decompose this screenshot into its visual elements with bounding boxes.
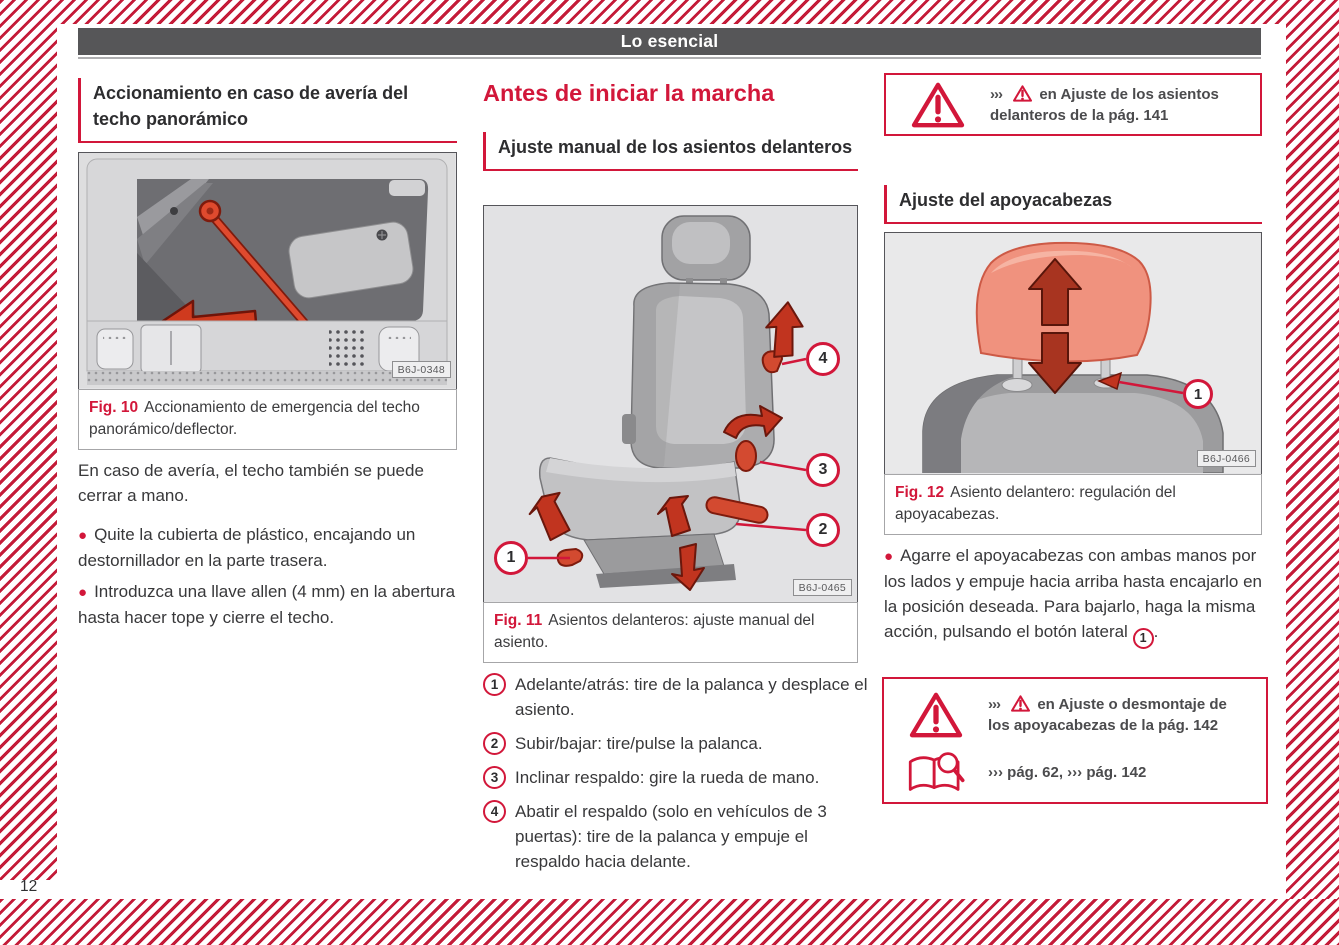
figure-10-label: Fig. 10 [89,399,139,416]
stripe-border-left [0,0,57,880]
figure-10-caption [78,389,457,450]
list-item-4 [483,799,869,874]
chapter-title-antes-de-iniciar: Antes de iniciar la marcha [483,80,775,106]
bullet-text: Introduzca una llave allen (4 mm) en la abertura hasta hacer tope y cierre el techo. [78,582,456,627]
list-item-text: Adelante/atrás: tire de la palanca y desplace el asiento. [515,675,868,719]
figure-12-image [884,232,1262,475]
figure-11-callout-2: 2 [806,513,840,547]
list-number-icon: 4 [483,800,506,823]
warning-box-apoyacabezas [882,677,1268,804]
warning-reference-text: en Ajuste o desmontaje de los apoyacabezas de la pág. 142 [988,696,1227,734]
overhead-console-illustration [79,153,455,388]
paragraph-intro-techo: En caso de avería, el techo también se puede cerrar a mano. [78,461,424,505]
bullet-item-cubierta [78,522,462,573]
bullet-icon: ● [884,548,894,565]
bullet-text: Quite la cubierta de plástico, encajando un destornillador en la parte trasera. [78,525,416,570]
figure-11-caption [483,602,858,663]
bullet-text: Agarre el apoyacabezas con ambas manos por los lados y empuje hacia arriba hasta encajarlo en la posición deseada. Para bajarlo, haga la misma acción, pulsando el botón lateral [884,546,1263,641]
list-number-icon: 2 [483,732,506,755]
figure-10-image [78,152,457,390]
warning-text [988,694,1266,736]
figure-11-label: Fig. 11 [494,612,543,629]
warning-triangle-inline-icon [1013,85,1032,102]
book-magnifier-icon [905,749,967,795]
bullet-text-end: . [1153,622,1159,641]
section-heading-apoyacabezas: Ajuste del apoyacabezas [884,185,1262,224]
section-heading-techo-panoramico: Accionamiento en caso de avería del techo panorámico [78,78,457,143]
list-number-icon: 3 [483,766,506,789]
stripe-border-top [0,0,1339,24]
figure-12-caption-text: Asiento delantero: regulación del apoyacabezas. [895,484,1176,523]
warning-triangle-inline-icon [1011,695,1030,712]
bullet-icon: ● [78,584,88,601]
figure-12-code: B6J-0466 [1197,450,1256,467]
section-heading-ajuste-manual: Ajuste manual de los asientos delanteros [483,132,858,171]
page-header [78,28,1261,55]
warning-text [990,84,1260,126]
warning-triangle-icon [909,691,963,739]
figure-11-callout-3: 3 [806,453,840,487]
list-number-icon: 1 [483,673,506,696]
list-item-1 [483,672,869,722]
warning-triangle-icon [911,81,965,129]
headrest-illustration [885,233,1260,473]
figure-10-code: B6J-0348 [392,361,451,378]
page-reference-text: ››› pág. 62, ››› pág. 142 [988,763,1147,781]
stripe-border-right [1286,0,1339,899]
seat-adjustment-list [483,672,869,883]
figure-11-callout-1: 1 [494,541,528,575]
list-item-2 [483,731,869,756]
figure-11-callout-4: 4 [806,342,840,376]
list-item-text: Subir/bajar: tire/pulse la palanca. [515,734,763,753]
stripe-border-bottom [0,899,1339,945]
inline-callout-ref-1: 1 [1133,628,1154,649]
cross-reference-chevrons: ››› [990,85,1002,103]
header-divider [78,57,1261,59]
page-header-title: Lo esencial [620,31,719,51]
warning-box-asientos [884,73,1262,136]
bullet-item-apoyacabezas [884,543,1264,649]
figure-12-label: Fig. 12 [895,484,945,501]
figure-12-caption [884,474,1262,535]
page-number: 12 [20,878,38,895]
list-item-3 [483,765,869,790]
list-item-text: Abatir el respaldo (solo en vehículos de 3 puertas): tire de la palanca y empuje el respaldo hacia delante. [515,802,827,871]
figure-11-caption-text: Asientos delanteros: ajuste manual del asiento. [494,612,815,651]
figure-12-callout-1: 1 [1183,379,1213,409]
figure-10-caption-text: Accionamiento de emergencia del techo panorámico/deflector. [89,399,420,438]
bullet-item-llave-allen [78,579,462,630]
figure-11-code: B6J-0465 [793,579,852,596]
warning-reference-text: en Ajuste de los asientos delanteros de la pág. 141 [990,85,1219,124]
bullet-icon: ● [78,527,88,544]
list-item-text: Inclinar respaldo: gire la rueda de mano. [515,768,820,787]
cross-reference-chevrons: ››› [988,696,1000,713]
front-seat-illustration [484,206,856,601]
figure-11-image [483,205,858,603]
